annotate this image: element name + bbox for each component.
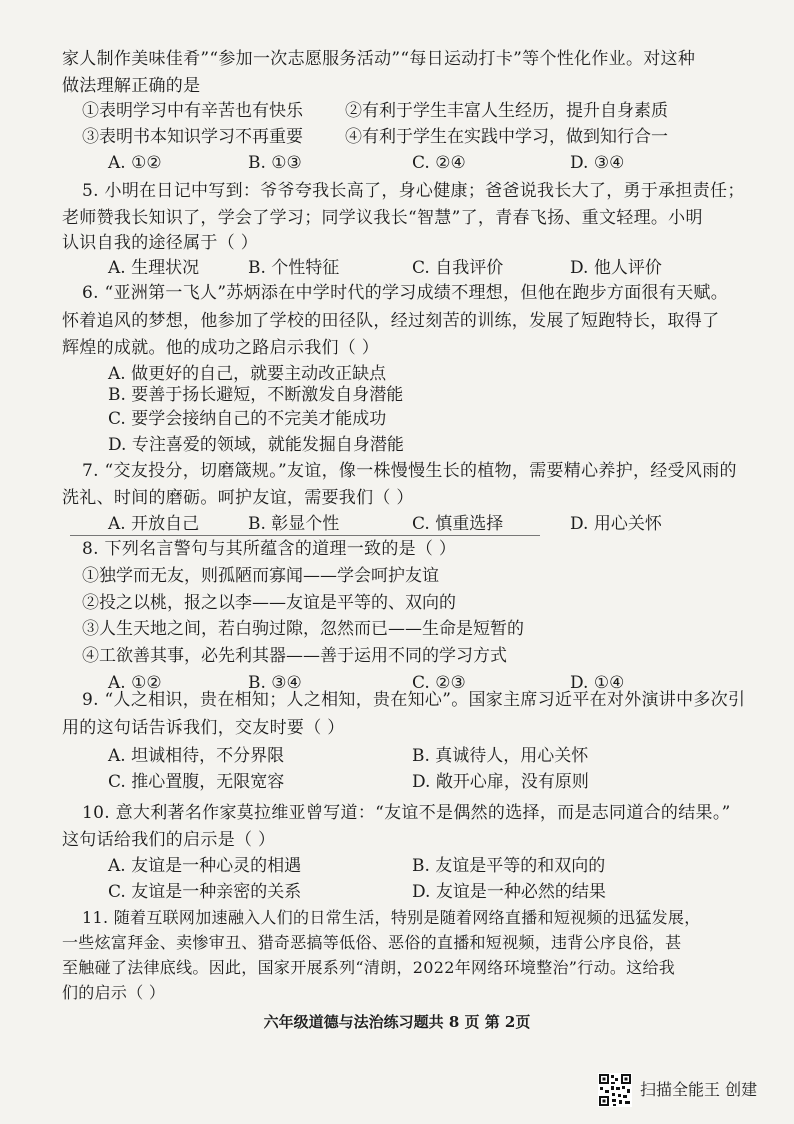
q11-stem-line4: 们的启示（ ） bbox=[62, 983, 166, 1002]
q8-statement-4: ④工欲善其事，必先利其器——善于运用不同的学习方式 bbox=[82, 646, 507, 666]
q6-stem-line1: 6. “亚洲第一飞人”苏炳添在中学时代的学习成绩不理想，但他在跑步方面很有天赋。 bbox=[82, 283, 729, 303]
q9-option-b: B. 真诚待人，用心关怀 bbox=[412, 746, 589, 766]
q8-option-b: B. ③④ bbox=[248, 673, 302, 693]
q5-option-a: A. 生理状况 bbox=[108, 258, 200, 278]
q6-option-d: D. 专注喜爱的领域，就能发掘自身潜能 bbox=[108, 435, 404, 455]
qr-code-icon bbox=[598, 1073, 632, 1107]
q5-stem-line1: 5. 小明在日记中写到：爷爷夸我长高了，身心健康；爸爸说我长大了，勇于承担责任； bbox=[82, 181, 745, 201]
q4-statement-4: ④有利于学生在实践中学习，做到知行合一 bbox=[345, 127, 668, 147]
q6-option-b: B. 要善于扬长避短，不断激发自身潜能 bbox=[108, 385, 404, 405]
q11-stem-line1: 11. 随着互联网加速融入人们的日常生活，特别是随着网络直播和短视频的迅猛发展， bbox=[82, 908, 701, 927]
q8-statement-3: ③人生天地之间，若白驹过隙，忽然而已——生命是短暂的 bbox=[82, 619, 524, 639]
q9-stem-line1: 9. “人之相识，贵在相知；人之相知，贵在知心”。国家主席习近平在对外演讲中多次引 bbox=[82, 690, 746, 710]
q4-stem-line2: 做法理解正确的是 bbox=[62, 76, 201, 96]
q7-option-c: C. 慎重选择 bbox=[412, 514, 504, 534]
q10-stem-line2: 这句话给我们的启示是（ ） bbox=[62, 830, 276, 850]
q4-statement-3: ③表明书本知识学习不再重要 bbox=[82, 127, 303, 147]
q5-option-c: C. 自我评价 bbox=[412, 258, 504, 278]
q8-stem: 8. 下列名言警句与其所蕴含的道理一致的是（ ） bbox=[82, 539, 457, 559]
q6-stem-line3: 辉煌的成就。他的成功之路启示我们（ ） bbox=[62, 338, 380, 358]
q8-statement-1: ①独学而无友，则孤陋而寡闻——学会呵护友谊 bbox=[82, 566, 439, 586]
q6-option-c: C. 要学会接纳自己的不完美才能成功 bbox=[108, 409, 387, 429]
q8-option-c: C. ②③ bbox=[412, 673, 466, 693]
page-footer: 六年级道德与法治练习题共 8 页 第 2页 bbox=[263, 1013, 531, 1031]
q7-option-a: A. 开放自己 bbox=[108, 514, 200, 534]
q4-statement-2: ②有利于学生丰富人生经历，提升自身素质 bbox=[345, 101, 668, 121]
q4-option-a: A. ①② bbox=[108, 153, 162, 173]
q8-statement-2: ②投之以桃，报之以李——友谊是平等的、双向的 bbox=[82, 593, 456, 613]
q9-option-d: D. 敞开心扉，没有原则 bbox=[412, 772, 589, 792]
q10-option-d: D. 友谊是一种必然的结果 bbox=[412, 882, 606, 902]
q5-option-d: D. 他人评价 bbox=[570, 258, 662, 278]
q4-option-c: C. ②④ bbox=[412, 153, 466, 173]
q4-stem-line1: 家人制作美味佳肴”“参加一次志愿服务活动”“每日运动打卡”等个性化作业。对这种 bbox=[62, 49, 696, 69]
q8-option-d: D. ①④ bbox=[570, 673, 625, 693]
q8-option-a: A. ①② bbox=[108, 673, 162, 693]
scanner-credit-text: 扫描全能王 创建 bbox=[640, 1080, 758, 1099]
q5-stem-line3: 认识自我的途径属于（ ） bbox=[62, 233, 259, 253]
q10-stem-line1: 10. 意大利著名作家莫拉维亚曾写道：“友谊不是偶然的选择，而是志同道合的结果。” bbox=[82, 803, 731, 823]
q4-option-d: D. ③④ bbox=[570, 153, 625, 173]
q9-option-c: C. 推心置腹，无限宽容 bbox=[108, 772, 285, 792]
scan-artifact-rule bbox=[70, 535, 540, 536]
q9-option-a: A. 坦诚相待，不分界限 bbox=[108, 746, 285, 766]
q5-stem-line2: 老师赞我长知识了，学会了学习；同学议我长“智慧”了，青春飞扬、重文轻理。小明 bbox=[62, 208, 703, 228]
q10-option-c: C. 友谊是一种亲密的关系 bbox=[108, 882, 302, 902]
q5-option-b: B. 个性特征 bbox=[248, 258, 340, 278]
q9-stem-line2: 用的这句话告诉我们，交友时要（ ） bbox=[62, 718, 345, 738]
q10-option-a: A. 友谊是一种心灵的相遇 bbox=[108, 856, 302, 876]
q11-stem-line3: 至触碰了法律底线。因此，国家开展系列“清朗，2022年网络环境整治”行动。这给我 bbox=[62, 958, 676, 977]
q7-option-d: D. 用心关怀 bbox=[570, 514, 662, 534]
q7-option-b: B. 彰显个性 bbox=[248, 514, 340, 534]
q11-stem-line2: 一些炫富拜金、卖惨审丑、猎奇恶搞等低俗、恶俗的直播和短视频，违背公序良俗，甚 bbox=[62, 933, 682, 952]
q6-stem-line2: 怀着追风的梦想，他参加了学校的田径队，经过刻苦的训练，发展了短跑特长，取得了 bbox=[62, 311, 720, 331]
q10-option-b: B. 友谊是平等的和双向的 bbox=[412, 856, 606, 876]
q7-stem-line2: 洗礼、时间的磨砺。呵护友谊，需要我们（ ） bbox=[62, 488, 414, 508]
q4-option-b: B. ①③ bbox=[248, 153, 302, 173]
scanner-watermark bbox=[598, 1073, 788, 1113]
q7-stem-line1: 7. “交友投分，切磨箴规。”友谊，像一株慢慢生长的植物，需要精心养护，经受风雨的 bbox=[82, 461, 737, 481]
q4-statement-1: ①表明学习中有辛苦也有快乐 bbox=[82, 101, 303, 121]
q6-option-a: A. 做更好的自己，就要主动改正缺点 bbox=[108, 364, 387, 384]
